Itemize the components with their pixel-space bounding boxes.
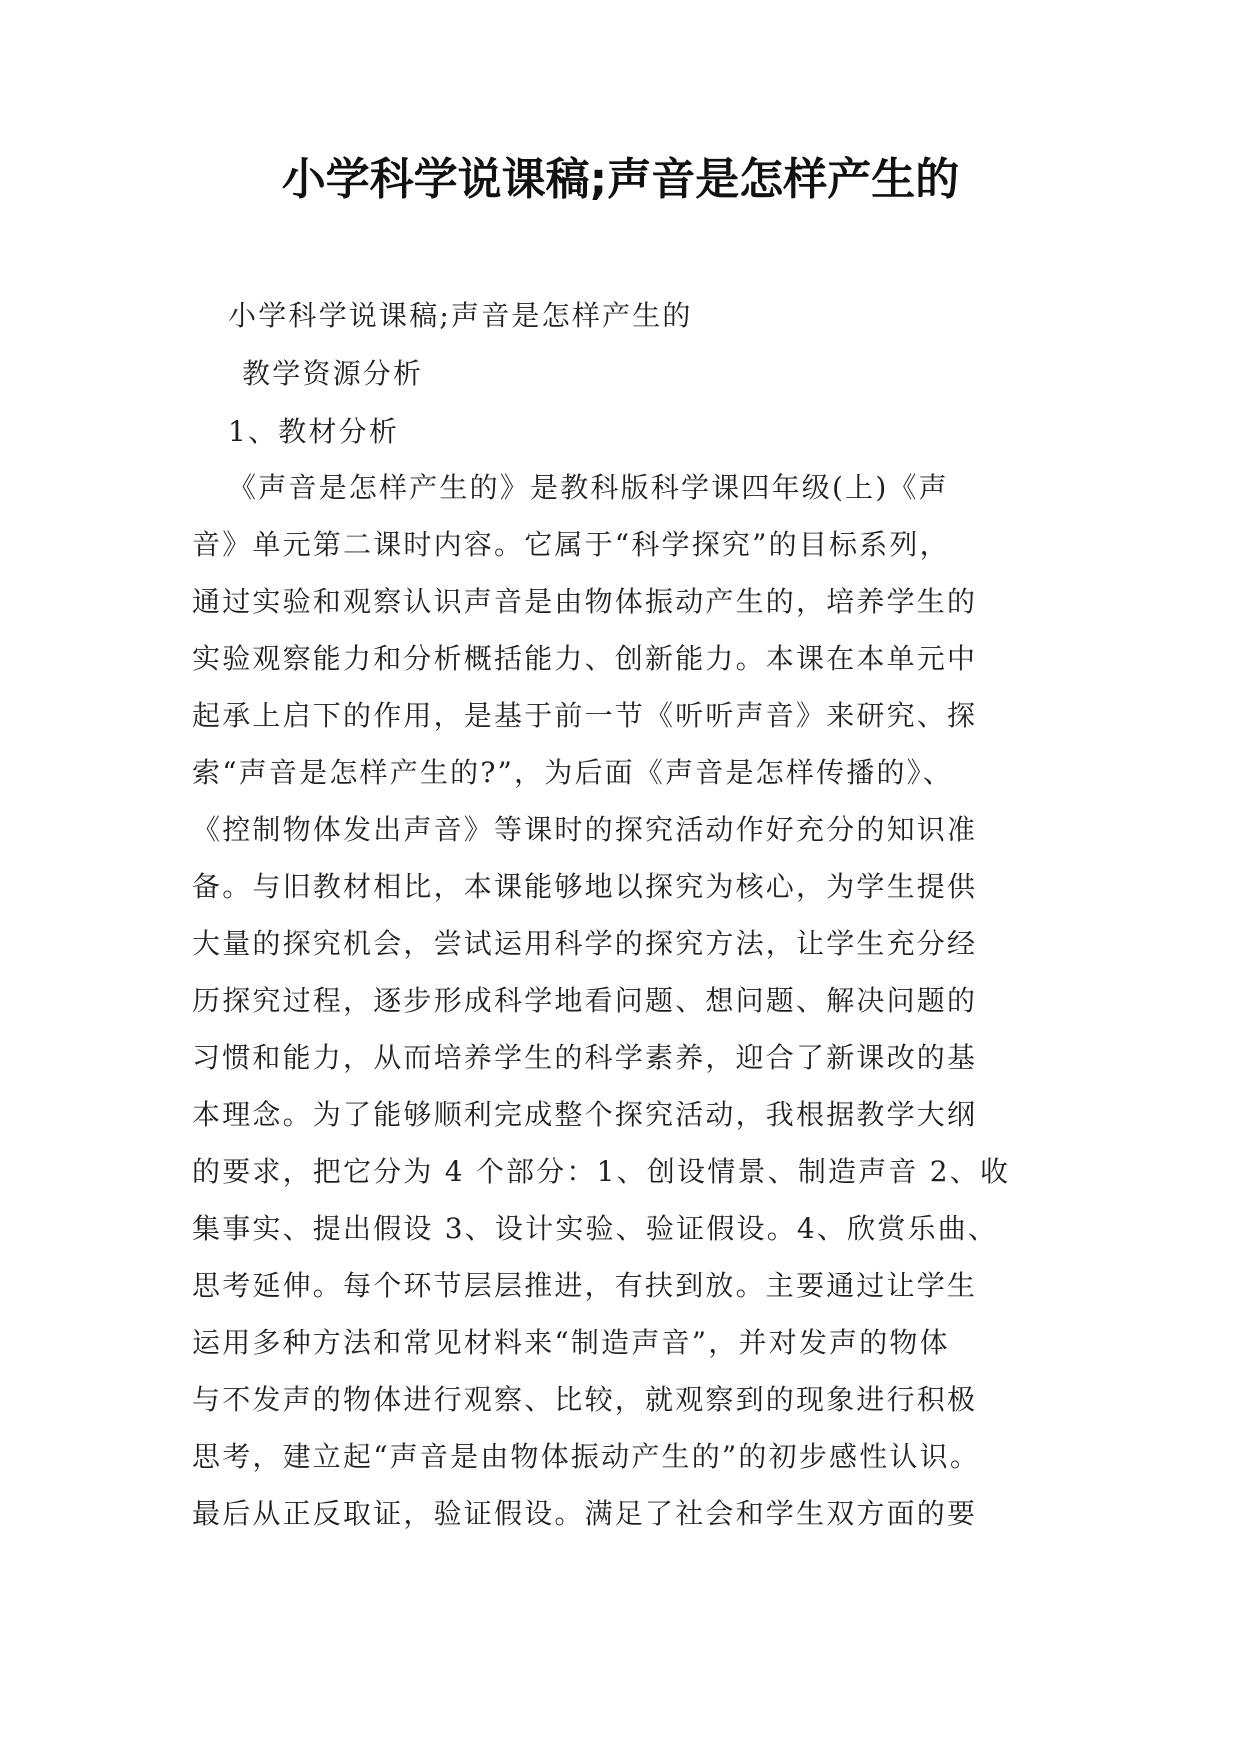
- body-line: 运用多种方法和常见材料来“制造声音”，并对发声的物体: [192, 1326, 950, 1359]
- body-line: 本理念。为了能够顺利完成整个探究活动，我根据教学大纲: [192, 1098, 978, 1131]
- body-line: 最后从正反取证，验证假设。满足了社会和学生双方面的要: [192, 1497, 978, 1530]
- body-line: 思考延伸。每个环节层层推进，有扶到放。主要通过让学生: [192, 1269, 978, 1302]
- body-line: 《控制物体发出声音》等课时的探究活动作好充分的知识准: [192, 813, 978, 846]
- body-line: 音》单元第二课时内容。它属于“科学探究”的目标系列，: [192, 528, 950, 561]
- section-heading: 教学资源分析: [242, 357, 424, 390]
- document-title: 小学科学说课稿;声音是怎样产生的: [281, 154, 960, 205]
- body-line: 大量的探究机会，尝试运用科学的探究方法，让学生充分经: [192, 927, 978, 960]
- document-subtitle: 小学科学说课稿;声音是怎样产生的: [228, 299, 693, 332]
- body-line: 起承上启下的作用，是基于前一节《听听声音》来研究、探: [192, 699, 978, 732]
- body-line: 《声音是怎样产生的》是教科版科学课四年级(上)《声: [228, 471, 949, 504]
- body-line: 思考，建立起“声音是由物体振动产生的”的初步感性认识。: [192, 1440, 981, 1473]
- body-line: 备。与旧教材相比，本课能够地以探究为核心，为学生提供: [192, 870, 978, 903]
- body-line: 习惯和能力，从而培养学生的科学素养，迎合了新课改的基: [192, 1041, 978, 1074]
- body-line: 集事实、提出假设 3、设计实验、验证假设。4、欣赏乐曲、: [192, 1212, 999, 1245]
- body-line: 的要求，把它分为 4 个部分：1、创设情景、制造声音 2、收: [192, 1155, 1011, 1188]
- body-line: 通过实验和观察认识声音是由物体振动产生的，培养学生的: [192, 585, 978, 618]
- body-line: 与不发声的物体进行观察、比较，就观察到的现象进行积极: [192, 1383, 978, 1416]
- body-line: 索“声音是怎样产生的?”，为后面《声音是怎样传播的》、: [192, 756, 954, 789]
- body-line: 历探究过程，逐步形成科学地看问题、想问题、解决问题的: [192, 984, 978, 1017]
- body-line: 实验观察能力和分析概括能力、创新能力。本课在本单元中: [192, 642, 978, 675]
- subsection-heading: 1、教材分析: [228, 415, 400, 448]
